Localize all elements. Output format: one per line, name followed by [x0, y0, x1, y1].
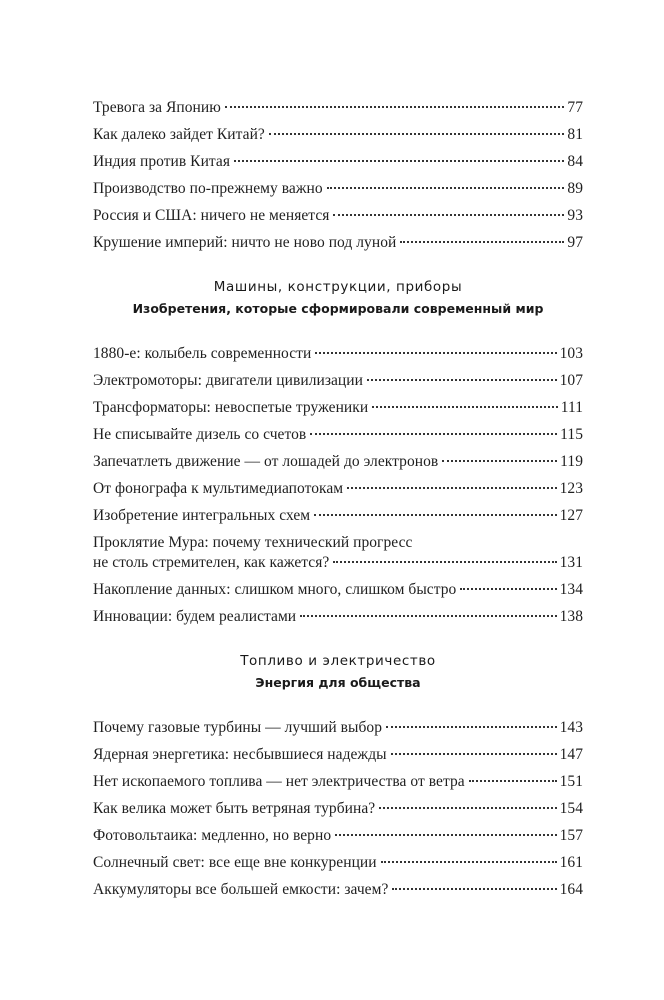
- entry-page: 147: [559, 746, 583, 763]
- dot-leader: [333, 214, 564, 216]
- dot-leader: [333, 561, 556, 563]
- entry-title: Производство по-прежнему важно: [93, 180, 323, 197]
- entry-title: Крушение империй: ничто не ново под луной: [93, 234, 397, 251]
- dot-leader: [314, 514, 556, 516]
- entry-title: Изобретение интегральных схем: [93, 507, 311, 524]
- entry-title: Тревога за Японию: [93, 99, 221, 116]
- section-title: Топливо и электричество: [240, 653, 436, 669]
- entry-title: Россия и США: ничего не меняется: [93, 207, 330, 224]
- entry-page: 111: [560, 399, 583, 416]
- entry-title: Запечатлеть движение — от лошадей до электронов: [93, 453, 439, 470]
- entry-page: 123: [559, 480, 583, 497]
- dot-leader: [460, 588, 556, 590]
- entry-title: Индия против Китая: [93, 153, 231, 170]
- toc-entry[interactable]: [93, 580, 583, 607]
- section-heading-fuel: [93, 652, 583, 692]
- toc-entry[interactable]: [93, 880, 583, 907]
- entry-page: 84: [567, 153, 583, 170]
- toc-entry[interactable]: [93, 479, 583, 506]
- dot-leader: [225, 106, 565, 108]
- entry-page: 119: [560, 453, 583, 470]
- entry-page: 107: [559, 372, 583, 389]
- toc-entry[interactable]: [93, 125, 583, 152]
- entry-title: Инновации: будем реалистами: [93, 608, 297, 625]
- entry-page: 127: [559, 507, 583, 524]
- entry-title: 1880-е: колыбель современности: [93, 345, 312, 362]
- table-of-contents: [93, 98, 583, 907]
- entry-title: Электромоторы: двигатели цивилизации: [93, 372, 363, 389]
- entry-title: Как велика может быть ветряная турбина?: [93, 800, 376, 817]
- entry-title: Накопление данных: слишком много, слишком быстро: [93, 581, 457, 598]
- entry-title-line2: не столь стремителен, как кажется?: [93, 554, 330, 571]
- entry-title: Нет ископаемого топлива — нет электричества от ветра: [93, 773, 465, 790]
- toc-entry[interactable]: [93, 233, 583, 260]
- entry-page: 138: [559, 608, 583, 625]
- entry-page: 81: [567, 126, 583, 143]
- entry-page: 97: [567, 234, 583, 251]
- toc-entry[interactable]: [93, 98, 583, 125]
- entry-page: 157: [559, 827, 583, 844]
- toc-entry[interactable]: [93, 179, 583, 206]
- toc-entry[interactable]: [93, 826, 583, 853]
- entry-title: Фотовольтаика: медленно, но верно: [93, 827, 332, 844]
- entry-page: 161: [559, 854, 583, 871]
- section-title: Машины, конструкции, приборы: [213, 279, 463, 295]
- toc-entry[interactable]: [93, 371, 583, 398]
- toc-entry[interactable]: [93, 152, 583, 179]
- dot-leader: [234, 160, 564, 162]
- dot-leader: [367, 379, 557, 381]
- toc-group-fuel: [93, 718, 583, 907]
- dot-leader: [442, 460, 557, 462]
- dot-leader: [315, 352, 556, 354]
- entry-page: 93: [567, 207, 583, 224]
- toc-entry[interactable]: [93, 799, 583, 826]
- entry-title: Ядерная энергетика: несбывшиеся надежды: [93, 746, 387, 763]
- entry-title: От фонографа к мультимедиапотокам: [93, 480, 344, 497]
- entry-page: 154: [559, 800, 583, 817]
- dot-leader: [379, 807, 556, 809]
- dot-leader: [381, 861, 557, 863]
- entry-page: 151: [559, 773, 583, 790]
- entry-title: Как далеко зайдет Китай?: [93, 126, 265, 143]
- entry-page: 164: [559, 881, 583, 898]
- dot-leader: [391, 753, 557, 755]
- section-subtitle: Изобретения, которые сформировали современный мир: [132, 301, 544, 316]
- toc-group-machines: [93, 344, 583, 634]
- toc-entry[interactable]: [93, 607, 583, 634]
- toc-group-intro: [93, 98, 583, 260]
- dot-leader: [300, 615, 556, 617]
- entry-page: 89: [567, 180, 583, 197]
- dot-leader: [327, 187, 565, 189]
- entry-title-line1: Проклятие Мура: почему технический прогресс: [93, 534, 413, 551]
- entry-page: 131: [559, 554, 583, 571]
- toc-entry-multiline[interactable]: [93, 533, 583, 580]
- toc-entry[interactable]: [93, 506, 583, 533]
- entry-page: 103: [559, 345, 583, 362]
- entry-page: 143: [559, 719, 583, 736]
- section-heading-machines: [93, 278, 583, 318]
- entry-page: 134: [559, 581, 583, 598]
- toc-entry[interactable]: [93, 853, 583, 880]
- dot-leader: [392, 888, 556, 890]
- entry-page: 77: [567, 99, 583, 116]
- entry-title: Трансформаторы: невоспетые труженики: [93, 399, 369, 416]
- toc-entry[interactable]: [93, 425, 583, 452]
- dot-leader: [310, 433, 557, 435]
- entry-title: Не списывайте дизель со счетов: [93, 426, 307, 443]
- toc-entry[interactable]: [93, 344, 583, 371]
- entry-page: 115: [560, 426, 583, 443]
- dot-leader: [372, 406, 558, 408]
- entry-title: Аккумуляторы все большей емкости: зачем?: [93, 881, 389, 898]
- toc-entry[interactable]: [93, 772, 583, 799]
- entry-title: Почему газовые турбины — лучший выбор: [93, 719, 383, 736]
- dot-leader: [469, 780, 557, 782]
- toc-entry[interactable]: [93, 745, 583, 772]
- section-subtitle: Энергия для общества: [255, 675, 421, 690]
- dot-leader: [386, 726, 557, 728]
- entry-title: Солнечный свет: все еще вне конкуренции: [93, 854, 377, 871]
- toc-entry[interactable]: [93, 718, 583, 745]
- dot-leader: [269, 133, 565, 135]
- toc-entry[interactable]: [93, 398, 583, 425]
- dot-leader: [347, 487, 556, 489]
- dot-leader: [335, 834, 556, 836]
- toc-entry[interactable]: [93, 452, 583, 479]
- toc-entry[interactable]: [93, 206, 583, 233]
- dot-leader: [400, 241, 564, 243]
